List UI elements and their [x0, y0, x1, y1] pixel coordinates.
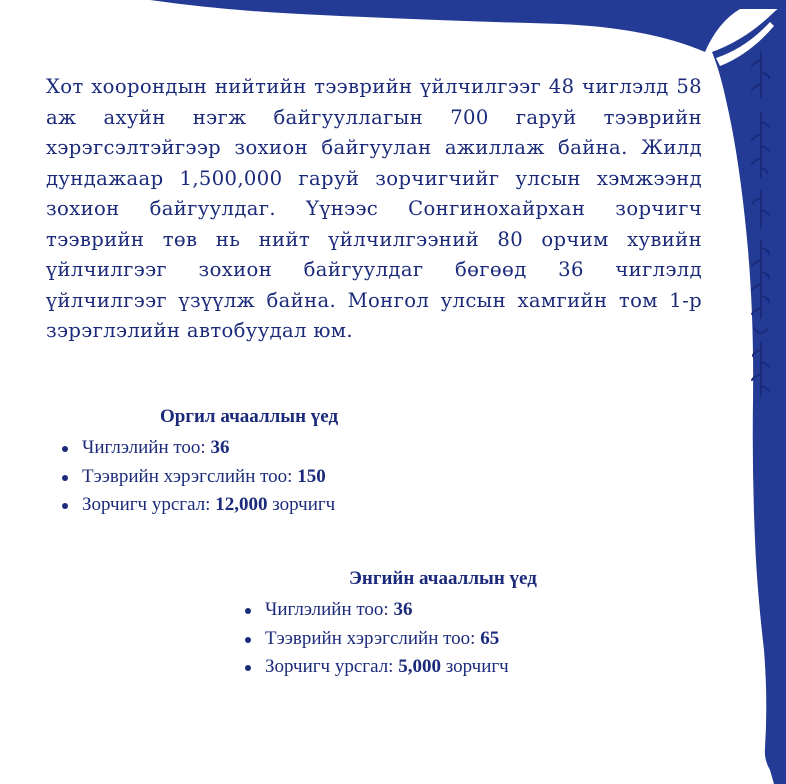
peak-load-list: [60, 434, 338, 520]
mongolian-script-vertical-text: [748, 50, 774, 410]
normal-load-list: [243, 596, 537, 682]
peak-load-section: [60, 405, 338, 520]
body-paragraph: Хот хоорондын нийтийн тээврийн үйлчилгээг 48 чиглэлд 58 аж ахуйн нэгж байгууллагын 700 гаруй тээврийн хэрэгсэлтэйгээр зохион байгуулан ажиллаж байна. Жилд дундажаар 1,500,000 гаруй зорчигчийг улсын хэмжээнд зохион байгуулдаг. Үүнээс Сонгинохайрхан зорчигч тээврийн төв нь нийт үйлчилгээний 80 орчим хувийн үйлчилгээг зохион байгуулдаг бөгөөд 36 чиглэлд үйлчилгээг үзүүлж байна. Монгол улсын хамгийн том 1-р зэрэглэлийн автобуудал юм.: [46, 75, 702, 342]
normal-routes-item: Чиглэлийн тоо: 36: [243, 596, 537, 625]
peak-vehicles-item: Тээврийн хэрэгслийн тоо: 150: [60, 463, 338, 492]
normal-vehicles-item: Тээврийн хэрэгслийн тоо: 65: [243, 625, 537, 654]
peak-routes-item: Чиглэлийн тоо: 36: [60, 434, 338, 463]
normal-load-section: [243, 567, 537, 682]
normal-load-title: Энгийн ачааллын үед: [349, 568, 537, 589]
peak-passengers-item: Зорчигч урсгал: 12,000 зорчигч: [60, 491, 338, 520]
normal-passengers-item: Зорчигч урсгал: 5,000 зорчигч: [243, 653, 537, 682]
peak-load-title: Оргил ачааллын үед: [160, 406, 339, 427]
